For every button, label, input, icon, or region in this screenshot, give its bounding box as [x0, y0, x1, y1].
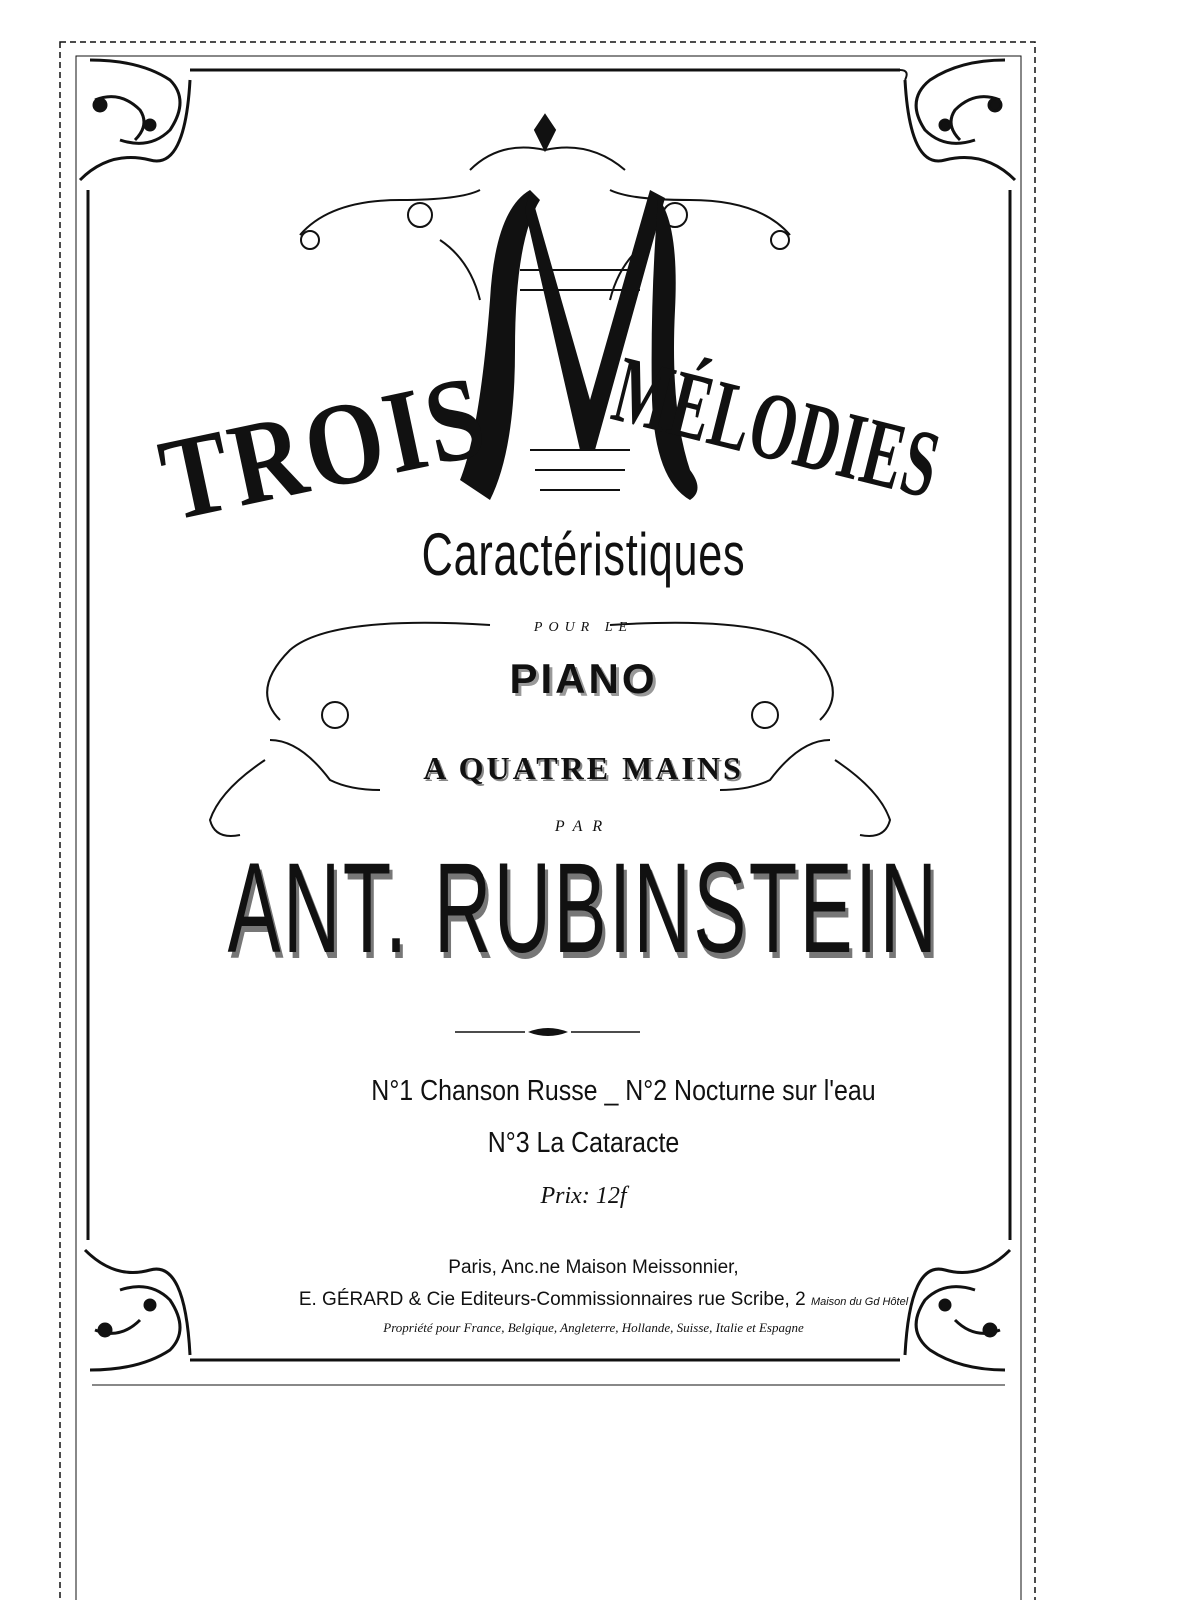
- publisher-line-1: Paris, Anc.ne Maison Meissonnier,: [448, 1257, 739, 1278]
- pour-le: POUR LE: [533, 620, 634, 635]
- title-trois: [120, 310, 499, 547]
- svg-text:TROIS: TROIS: [149, 348, 499, 547]
- divider-ornament: [455, 1028, 640, 1036]
- price: Prix: 12f: [540, 1183, 627, 1209]
- subtitle: Caractéristiques: [421, 521, 746, 588]
- publisher-line-2: [20, 1289, 1187, 1311]
- composer-name: ANT. RUBINSTEIN: [227, 837, 940, 980]
- title-melodies: [600, 300, 960, 550]
- svg-text:MÉLODIES: MÉLODIES: [603, 336, 951, 520]
- pieces-line-2: N°3 La Cataracte: [487, 1127, 680, 1159]
- par: PAR: [554, 818, 613, 835]
- pieces-line-1: N°1 Chanson Russe _ N°2 Nocturne sur l'eau: [371, 1075, 876, 1107]
- publisher-rights: Propriété pour France, Belgique, Angleterre, Hollande, Suisse, Italie et Espagne: [383, 1320, 804, 1335]
- corner-ornament-tr: [905, 60, 1015, 180]
- publisher-note: Maison du Gd Hôtel: [810, 1296, 909, 1308]
- publisher-address: E. GÉRARD & Cie Editeurs-Commissionnaires rue Scribe, 2: [298, 1289, 806, 1310]
- setting: A QUATRE MAINS: [423, 750, 744, 786]
- corner-ornament-tl: [80, 60, 190, 180]
- instrument: PIANO: [509, 655, 658, 702]
